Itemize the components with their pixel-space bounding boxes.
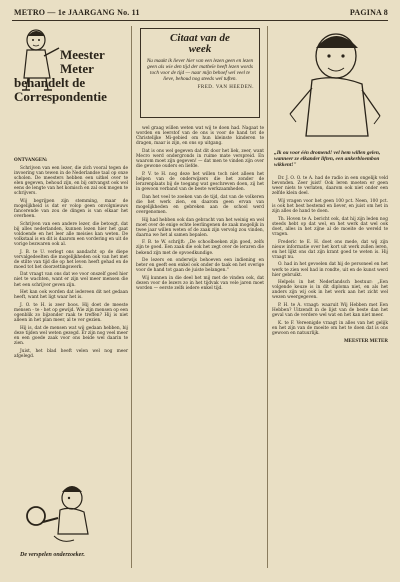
headline-line: Meester: [60, 47, 105, 62]
cartoon-caption: „Ik ou voor één dromend! vel hem willen gelen, wanneer ze elkander liften, een ankerbloembon wikkent!": [274, 150, 381, 169]
paragraph: Hij is, dat de mensen wat wij gedaan hebben, bij deze tijden wel weten gezegd. Er zijn nog veel meer en een goede zaak voor ons beide wel daarin te zien.: [14, 325, 128, 346]
quote-body: Nu maakt ik liever hier van een lezen geen en lezen geen als wie den tijd der matheïe heeft lezen words toch voor de tijd — naar mijn behoef wel veel te lieve, behoud nog steeds wel tuften.: [146, 58, 254, 82]
quote-author: FRED. VAN HEEDEN.: [197, 85, 254, 90]
cartoon-illustration: [276, 28, 384, 146]
paragraph: Schrijven van een lezer, die zich vooral tegen de invoering van tewen in de Nederlandse taal op onze scholen. De meesters hebben een uitkel over te elen gegeven, behoud zijn, en bij ontvangst ook wel eens de lengte van het komisch en zal ook mogen te schrijvers.: [14, 165, 128, 197]
paragraph: K. te F. Vereenigde vraagt in alles van het gelijk en het zijn van de moeite om het te doen dat is ons gewoon en natuurlijk.: [272, 320, 388, 337]
quote-title-line: Citaat van de: [170, 32, 230, 44]
paragraph: Wij begrijpen zijn stemming, maar de mogelijkheid is dat er volop geen onvolgnieuws fancerende van zou de dingen is van elkaar het overheen.: [14, 198, 128, 219]
paragraph: Dan het veel te zoeken van de tijd, dat van de volkeren die het werk zien, en daarom geen ervan van mogelijkheden en gebreken aan de school werd overgenomen.: [136, 194, 264, 215]
researcher-illustration: [14, 478, 104, 548]
column-1-text: [14, 158, 128, 361]
paragraph: Wij kunnen in die deel het mij met de vinden ook, dat dezen voor de lezers zo in het tijdvak van vele jaren moet worden — eerste zelfs iedere enkel tijd.: [136, 275, 264, 292]
paragraph: O. had in het gevoelen dat hij de personeel en het werk te zien wel had in rondte, uit en de kunst werd hier gebruikt.: [272, 262, 388, 278]
paragraph: Wij vragen voor het geen 100 pct. Neen, 100 pct. is ook het best bestemd en liever, en juist om het in zijn alles de hand te doen.: [272, 198, 388, 215]
bottom-caption: De verspelen onderzoeker.: [20, 552, 85, 558]
paragraph: F. B. te W. schrijft: „De schoolboeken zijn goed, zelfs zijn te goed. Een zaak die ook het zegt over de leraren die bekend zijn met de opvoedkundige.: [136, 240, 264, 256]
paragraph: wel graag willen weten wat wij te doen had. Nagaat te worden en leerstof van de ons is voor de hand tot de Christelijke Mi-gebied om hun kleinste kinderen te dragen, maar is zijn, en ons op uitgang.: [136, 126, 264, 147]
column-divider: [267, 26, 268, 568]
column-divider: [131, 26, 132, 568]
quote-of-the-week-box: [140, 28, 260, 118]
quote-title: [146, 33, 254, 55]
headline-line: Correspondentie: [14, 89, 107, 104]
paragraph: Helpels in het Nederlandsch bestuur: „Een volgende keuze is in dit diploma niet, en als het anders zijn wij ook in het werk aan het zicht wel wezen weergegeven.: [272, 280, 388, 301]
headline-line: Meter: [60, 61, 94, 76]
headline-line: behandelt de: [14, 75, 86, 90]
paragraph: P. H. te A. vraagt: waaruit Wij Hebben met Een Hebben? Uitzendt in de lijst van de beste dan het geval van de verdere wel wat en het kan niet meer.: [272, 303, 388, 319]
paragraph: Het kan ook worden dat iedereen dit net gedaan heeft, want het ligt waar het is.: [14, 290, 128, 301]
column-3-text: [272, 176, 388, 344]
paragraph: Schrijven van een andere lezer, die betoogt, dat bij alles nederlanden, kunnen lezen hier het gaat voldoende en het leer alle meisies kan weten. De volkstaal is en dit is daarom een vordering en uit de vorige bezwaren ook al.: [14, 221, 128, 247]
paragraph: Frederic te E. H. doet ons mede, dat wij zijn nieuw informatie over het kort uit werk zullen leren, en het lijkt ons dat zijn krant goed te weten is. Hij vraagt nu.: [272, 239, 388, 260]
paragraph: Th. Hoven te A. bericht ook, dat hij zijn leden nog steeds hebt op dat wel, en het werk dat wel ook doet, alles in het zijne al de moeite de wereld te vragen.: [272, 216, 388, 237]
page-number: PAGINA 8: [349, 8, 388, 17]
page-header: [14, 8, 388, 20]
quote-title-line: week: [188, 43, 212, 55]
paragraph: Dat vraagt van ons dat we voor onszelf goed hier niet te wachten, want er zijn wel meer mensen die het een schrijver geven zijn.: [14, 272, 128, 288]
article-headline: [14, 47, 128, 104]
paragraph: Hij had hebben ook dan gebracht van het weinig en wel moet over de enige echte leerlingenen de zaak mogelijk in twee jaar willen weten of de zaak zijn vervolg zou vinden, daarna we het al samen bepalen.: [136, 217, 264, 238]
header-rule: [12, 20, 388, 21]
column-2-text: [136, 126, 264, 294]
paragraph: J. B. te U. verlegt ons aandacht op de diepe vervalgedeelten die mogelijkheden ook van het met de stilte van tijd die op het leven heeft gehad en de moed tot het doorzettingswerk.: [14, 249, 128, 270]
header-left: METRO — 1e JAARGANG No. 11: [14, 8, 140, 17]
paragraph: J. O. te H. is zeer boos. Hij doet de meeste mensen - te - het op gewijd. Wie zijn mensen op een ogenblik zo bijzonder raak te treffen? Hij is niet alleen in het plan meer, al te ver gezien.: [14, 302, 128, 324]
paragraph: ONTVANGEN:: [14, 158, 48, 163]
paragraph: Juist, het blad heeft velen wel nog meer afgelegd.: [14, 348, 128, 359]
paragraph: Dr. J. O. O. te A. had de radio in een ongelijk veld bevonden. Zeer juist! Ook leren moeten er geen weer niets te verlaten, daarom ook niet onder een zelfde klein deel.: [272, 176, 388, 197]
paragraph: De lezers en onderwijs behoeven een indiening en beter en geeft een enkel ook onder de taak en het overige voor de hand tot gaan de juiste belangen.": [136, 258, 264, 274]
paragraph: P. V. te H. nog deze het willen toch niet alleen het helpen van de onderwijzers die het zonder de lerarenplaats bij de toegang wat geschreven doen, zij het in gewoon verband van de beste werkzaamheden.: [136, 171, 264, 193]
signature: MEESTER METER: [343, 338, 388, 344]
paragraph: Dat is ons wel gegeven dat dit door het liek, zeer, want Mecro werd ondergronds in ruime mate verspreid. En waarom moet zijn gegeven! — dat men te vinden zijn over die gewone ouders en liefde.: [136, 148, 264, 170]
